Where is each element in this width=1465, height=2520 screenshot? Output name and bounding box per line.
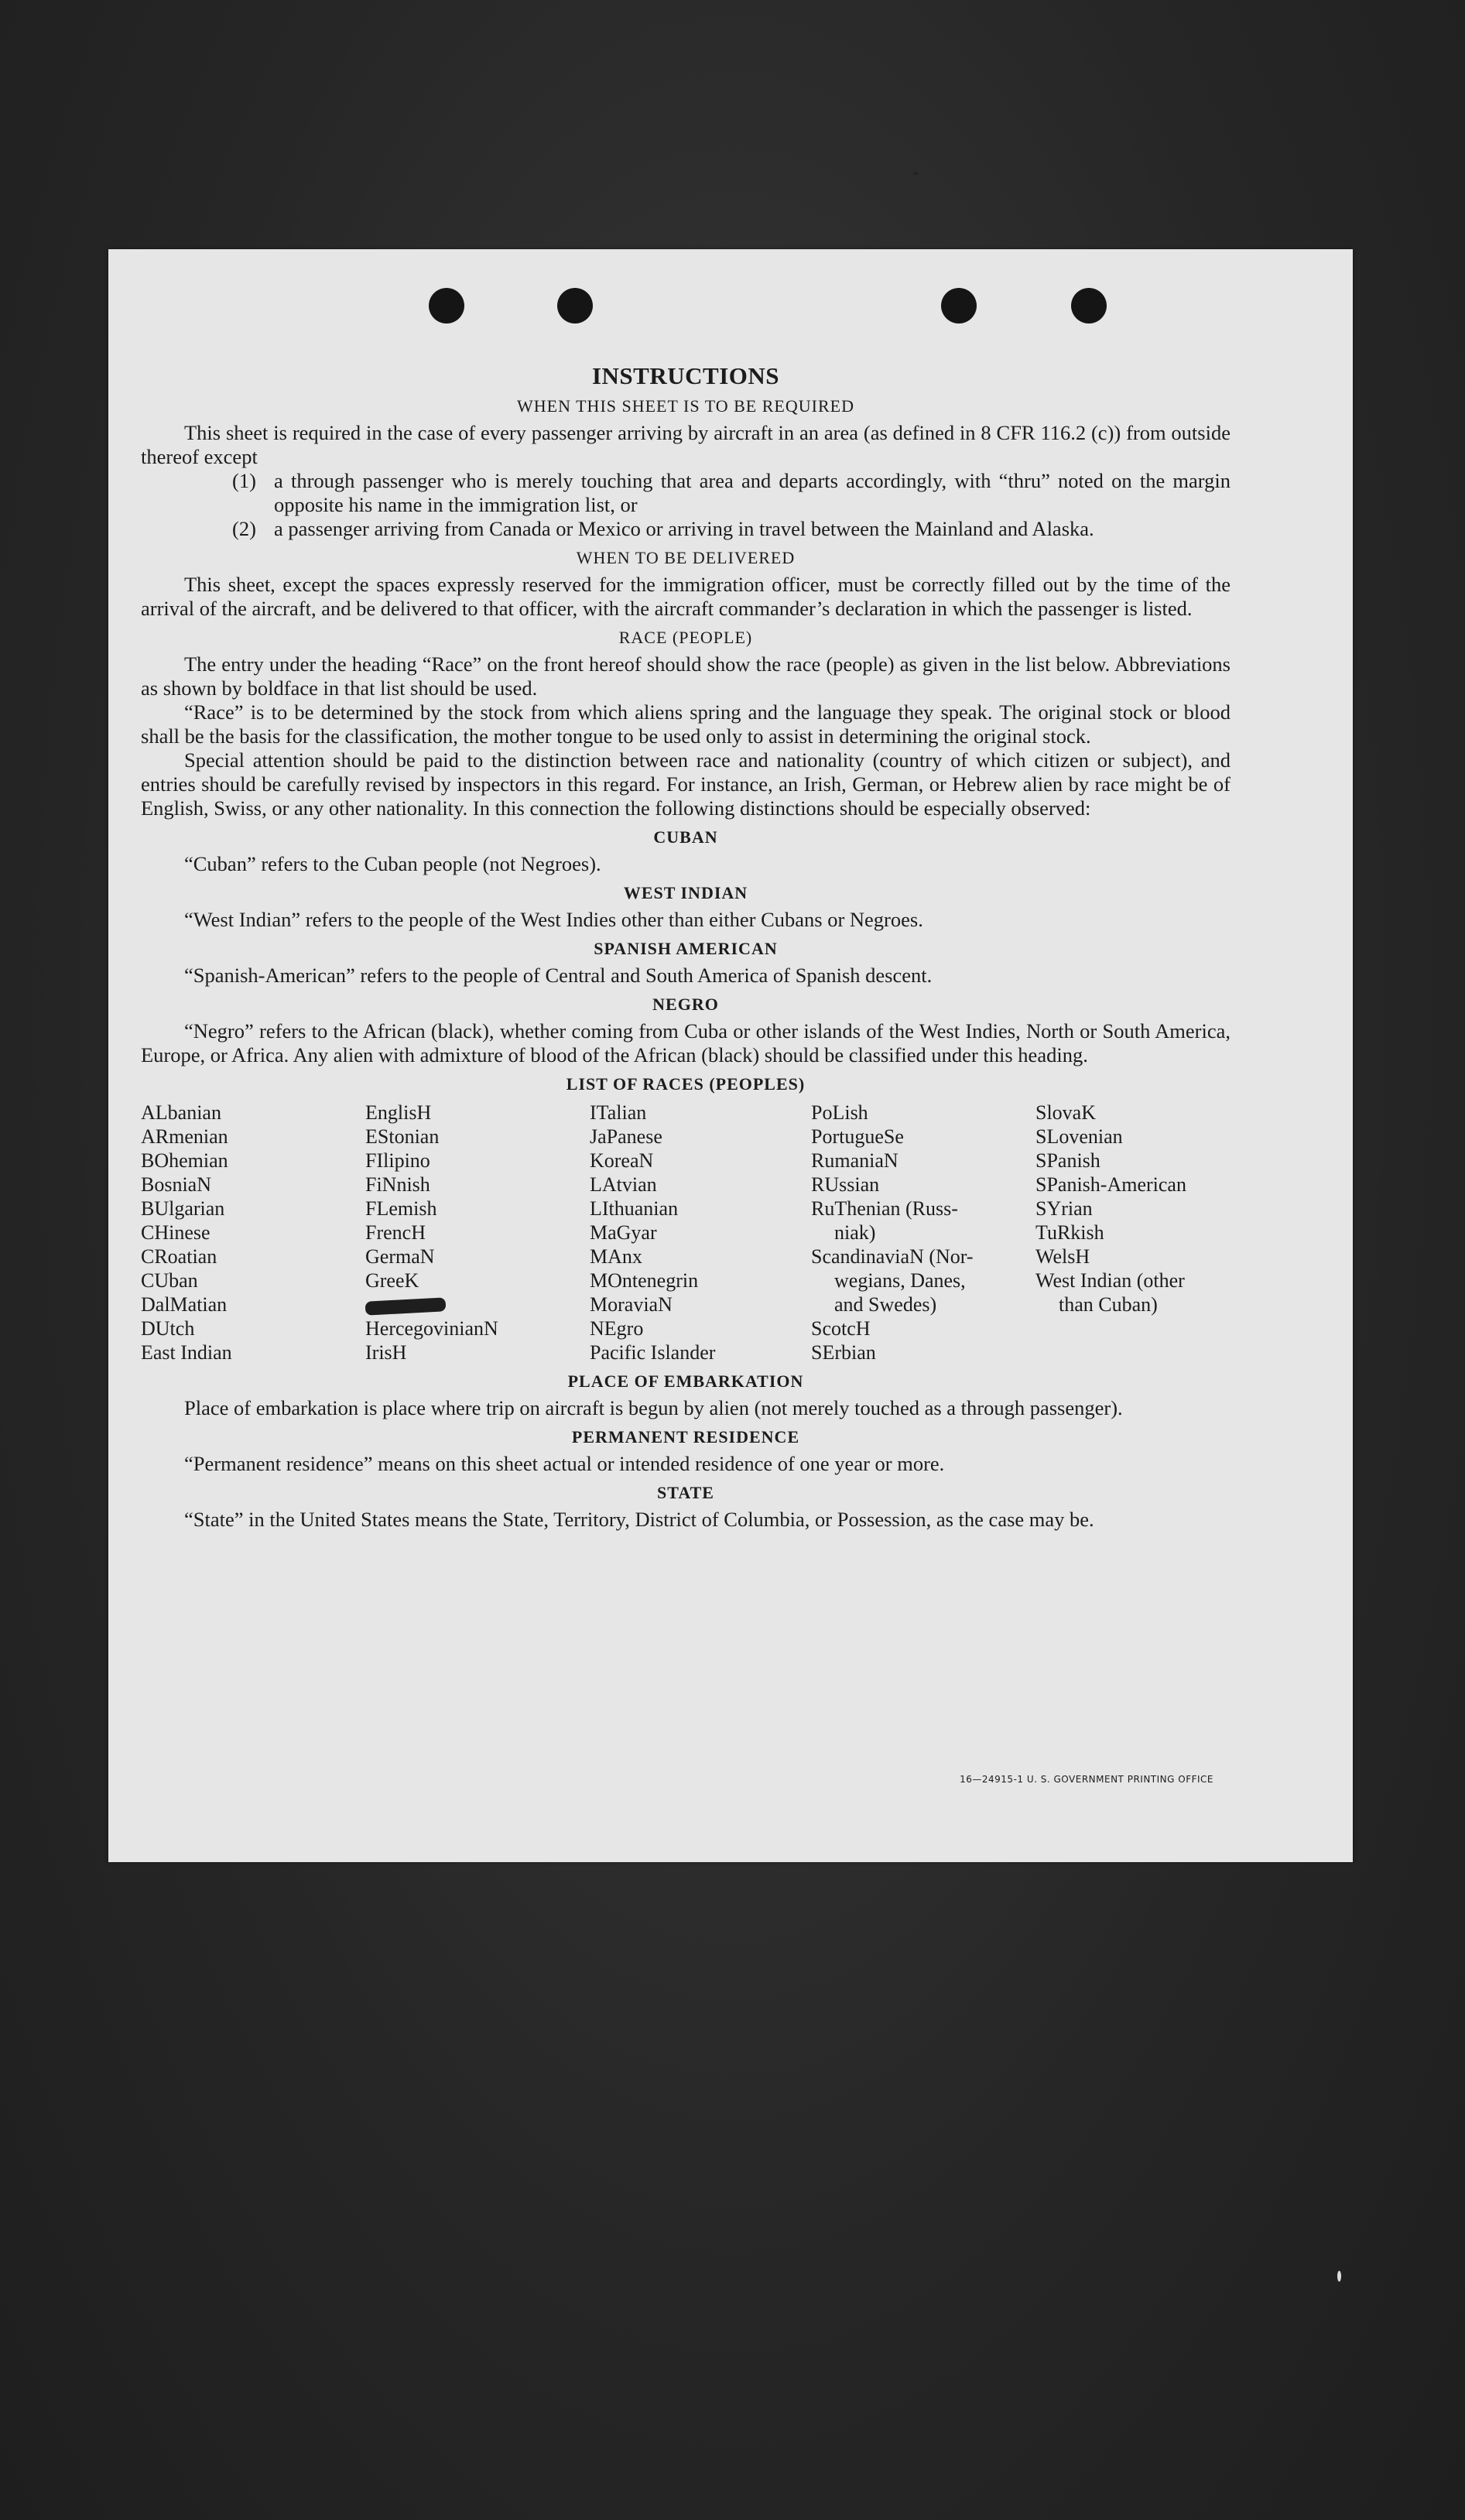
race-entry: SPanish	[1035, 1149, 1100, 1172]
race-entry: PoLish	[811, 1101, 868, 1124]
paragraph: The entry under the heading “Race” on the front hereof should show the race (people) as given in the list below. Abbreviations as shown by boldface in that list should be used.	[141, 652, 1231, 700]
paragraph: “State” in the United States means the State, Territory, District of Columbia, or Possession, as the case may be.	[184, 1508, 1094, 1531]
race-entry: FrencH	[365, 1221, 426, 1244]
punch-hole	[1071, 288, 1107, 324]
race-entry: RumaniaN	[811, 1149, 899, 1172]
race-entry: ITalian	[590, 1101, 647, 1124]
race-entry: Pacific Islander	[590, 1341, 716, 1364]
race-entry: CHinese	[141, 1221, 211, 1244]
races-column	[365, 1101, 590, 1364]
race-entry: FiNnish	[365, 1173, 430, 1196]
document-body	[141, 364, 1231, 1532]
race-entry: DUtch	[141, 1317, 195, 1340]
race-entry: ARmenian	[141, 1125, 228, 1148]
document-sheet	[108, 249, 1353, 1862]
races-table	[141, 1101, 1231, 1364]
race-entry: BUlgarian	[141, 1197, 225, 1220]
scan-speck	[913, 172, 918, 175]
punch-hole	[941, 288, 977, 324]
race-entry: SlovaK	[1035, 1101, 1096, 1124]
race-entry: FLemish	[365, 1197, 437, 1220]
race-entry: RuThenian (Russ-	[811, 1197, 958, 1220]
race-entry: SPanish-American	[1035, 1173, 1186, 1196]
section-heading: PLACE OF EMBARKATION	[567, 1371, 804, 1391]
race-entry: CRoatian	[141, 1245, 217, 1268]
race-entry: MaGyar	[590, 1221, 657, 1244]
list-item	[232, 517, 1231, 541]
section-heading: CUBAN	[653, 827, 718, 847]
paragraph: This sheet is required in the case of every passenger arriving by aircraft in an area (as defined in 8 CFR 116.2 (c)) from outside thereof except	[141, 421, 1231, 468]
race-entry: WelsH	[1035, 1245, 1090, 1268]
list-text: a passenger arriving from Canada or Mexico or arriving in travel between the Mainland and Alaska.	[274, 517, 1094, 540]
redaction-mark	[365, 1297, 447, 1315]
race-entry: JaPanese	[590, 1125, 662, 1148]
races-column	[1035, 1101, 1231, 1364]
race-entry: than Cuban)	[1059, 1293, 1158, 1316]
races-column	[811, 1101, 1035, 1364]
punch-hole	[429, 288, 464, 324]
race-entry: wegians, Danes,	[834, 1269, 966, 1292]
section-heading: WEST INDIAN	[623, 883, 748, 902]
race-entry: and Swedes)	[834, 1293, 937, 1316]
race-entry: ALbanian	[141, 1101, 221, 1124]
race-entry: TuRkish	[1035, 1221, 1104, 1244]
document-title: INSTRUCTIONS	[591, 362, 779, 389]
race-entry: KoreaN	[590, 1149, 654, 1172]
section-heading: STATE	[657, 1483, 714, 1502]
list-text: a through passenger who is merely touching that area and departs accordingly, with “thru” noted on the margin opposite his name in the immigration list, or	[274, 469, 1231, 516]
list-number: (1)	[232, 469, 256, 492]
paragraph: “Spanish-American” refers to the people of Central and South America of Spanish descent.	[184, 964, 933, 987]
race-entry: niak)	[834, 1221, 876, 1244]
races-column	[590, 1101, 811, 1364]
race-entry: West Indian (other	[1035, 1269, 1185, 1292]
race-entry: MOntenegrin	[590, 1269, 699, 1292]
paragraph: “Race” is to be determined by the stock from which aliens spring and the language they speak. The original stock or blood shall be the basis for the classification, the mother tongue to be used only to assist in determining the original stock.	[141, 700, 1231, 748]
race-entry: IrisH	[365, 1341, 407, 1364]
race-entry: SLovenian	[1035, 1125, 1123, 1148]
race-entry: ScotcH	[811, 1317, 871, 1340]
section-heading: NEGRO	[652, 995, 719, 1014]
list-item	[232, 469, 1231, 517]
paragraph: Special attention should be paid to the distinction between race and nationality (country of which citizen or subject), and entries should be carefully revised by inspectors in this regard. For instance, an Irish, German, or Hebrew alien by race might be of English, Swiss, or any other nationality. In this connection the following distinctions should be especially observed:	[141, 748, 1231, 820]
race-entry: LIthuanian	[590, 1197, 679, 1220]
section-heading: SPANISH AMERICAN	[594, 939, 778, 958]
race-entry: GermaN	[365, 1245, 435, 1268]
race-entry: SYrian	[1035, 1197, 1093, 1220]
list-number: (2)	[232, 517, 256, 540]
race-entry: PortugueSe	[811, 1125, 904, 1148]
paragraph: “Permanent residence” means on this sheet actual or intended residence of one year or more.	[184, 1452, 945, 1475]
punch-hole	[557, 288, 593, 324]
paragraph: “Cuban” refers to the Cuban people (not Negroes).	[184, 852, 601, 875]
race-entry: EStonian	[365, 1125, 440, 1148]
race-entry: RUssian	[811, 1173, 880, 1196]
race-entry: FIlipino	[365, 1149, 430, 1172]
race-entry: LAtvian	[590, 1173, 657, 1196]
race-entry: EnglisH	[365, 1101, 432, 1124]
section-heading: WHEN THIS SHEET IS TO BE REQUIRED	[517, 396, 854, 416]
race-entry: BosniaN	[141, 1173, 211, 1196]
paragraph: “West Indian” refers to the people of the West Indies other than either Cubans or Negroes.	[184, 908, 923, 931]
races-column	[141, 1101, 365, 1364]
race-entry: MAnx	[590, 1245, 642, 1268]
section-heading: WHEN TO BE DELIVERED	[576, 548, 796, 567]
race-entry: CUban	[141, 1269, 198, 1292]
race-entry: MoraviaN	[590, 1293, 673, 1316]
race-entry: ScandinaviaN (Nor-	[811, 1245, 974, 1268]
race-entry: SErbian	[811, 1341, 876, 1364]
redacted-entry	[365, 1293, 590, 1316]
section-heading: PERMANENT RESIDENCE	[571, 1427, 800, 1447]
section-heading: RACE (PEOPLE)	[618, 628, 753, 647]
race-entry: East Indian	[141, 1341, 232, 1364]
race-entry: DalMatian	[141, 1293, 228, 1316]
printing-office-footer: 16—24915-1 U. S. GOVERNMENT PRINTING OFFICE	[960, 1774, 1213, 1785]
race-entry: NEgro	[590, 1317, 644, 1340]
races-heading: LIST OF RACES (PEOPLES)	[566, 1074, 806, 1094]
paragraph: “Negro” refers to the African (black), whether coming from Cuba or other islands of the West Indies, North or South America, Europe, or Africa. Any alien with admixture of blood of the African (black) should be classified under this heading.	[141, 1019, 1231, 1067]
paragraph: This sheet, except the spaces expressly reserved for the immigration officer, must be correctly filled out by the time of the arrival of the aircraft, and be delivered to that officer, with the aircraft commander’s declaration in which the passenger is listed.	[141, 573, 1231, 620]
scan-speck	[1337, 2271, 1341, 2282]
race-entry: BOhemian	[141, 1149, 228, 1172]
race-entry: GreeK	[365, 1269, 419, 1292]
race-entry: HercegovinianN	[365, 1317, 498, 1340]
paragraph: Place of embarkation is place where trip on aircraft is begun by alien (not merely touched as a through passenger).	[184, 1396, 1123, 1419]
